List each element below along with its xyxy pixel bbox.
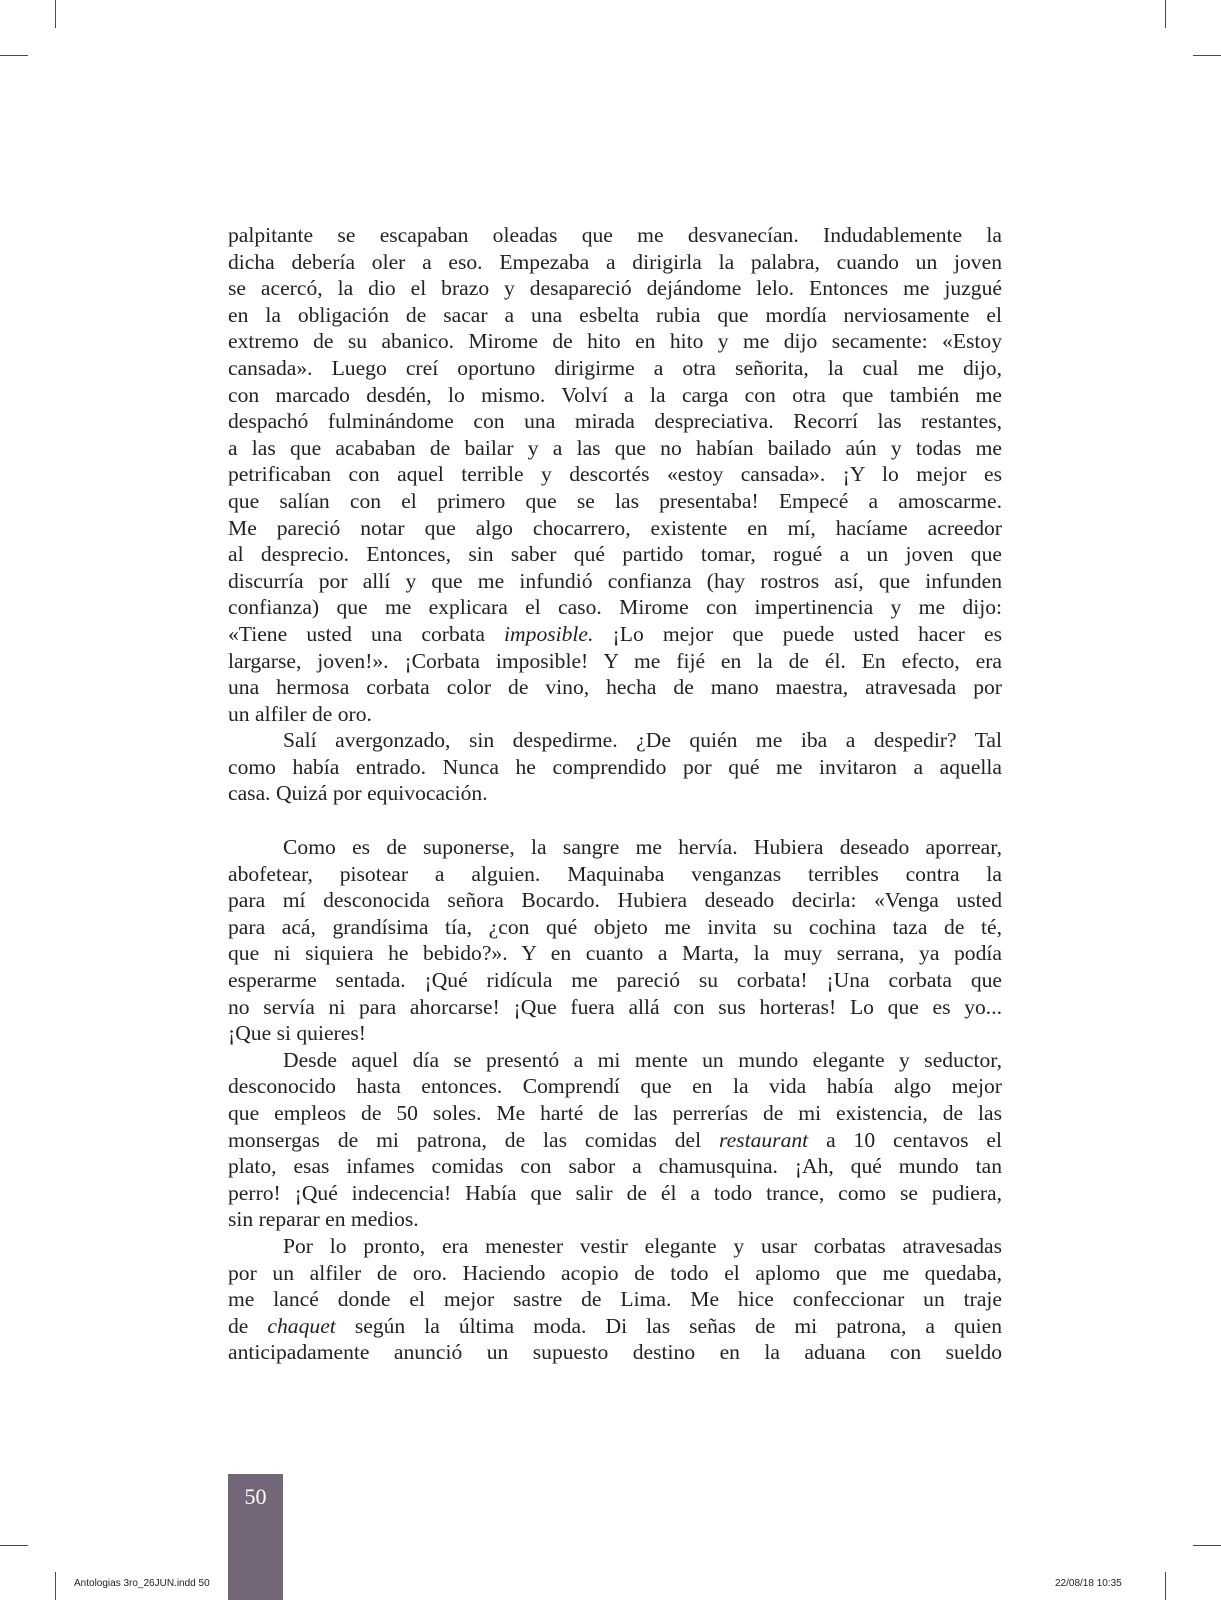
text-run: «Tiene usted una corbata — [228, 621, 505, 646]
text-line — [228, 1127, 1002, 1154]
text-line: Me pareció notar que algo chocarrero, existente en mí, hacíame acreedor — [228, 515, 1002, 540]
crop-mark-top-right-h — [1193, 55, 1221, 56]
text-line: extremo de su abanico. Mirome de hito en hito y me dijo secamente: «Estoy — [228, 329, 1002, 354]
text-line: un alfiler de oro. — [228, 701, 372, 726]
text-line: casa. Quizá por equivocación. — [228, 781, 488, 806]
text-line: esperarme sentada. ¡Qué ridícula me pareció su corbata! ¡Una corbata que — [228, 968, 1002, 993]
text-line: palpitante se escapaban oleadas que me desvanecían. Indudablemente la — [228, 223, 1002, 247]
text-line: a las que acababan de bailar y a las que no habían bailado aún y todas me — [228, 435, 1002, 460]
text-line: que salían con el primero que se las presentaba! Empecé a amoscarme. — [228, 488, 1002, 513]
italic-word: restaurant — [719, 1127, 809, 1152]
italic-word: chaquet — [267, 1313, 336, 1338]
crop-mark-bottom-right-h — [1193, 1545, 1221, 1546]
text-line: desconocido hasta entonces. Comprendí que en la vida había algo mejor — [228, 1074, 1002, 1099]
paragraph-gap — [228, 807, 1002, 834]
text-line: confianza) que me explicara el caso. Mirome con impertinencia y me dijo: — [228, 595, 1002, 620]
crop-mark-bottom-left — [55, 1572, 56, 1600]
text-line: con marcado desdén, lo mismo. Volví a la carga con otra que también me — [228, 382, 1002, 407]
crop-mark-top-right — [1165, 0, 1166, 28]
text-line: Como es de suponerse, la sangre me hervía. Hubiera deseado aporrear, — [283, 835, 1002, 860]
crop-mark-top-left — [55, 0, 56, 28]
text-line — [228, 1313, 1002, 1340]
text-line: ¡Que si quieres! — [228, 1021, 366, 1046]
text-line: abofetear, pisotear a alguien. Maquinaba venganzas terribles contra la — [228, 861, 1002, 886]
text-line: que ni siquiera he bebido?». Y en cuanto a Marta, la muy serrana, ya podía — [228, 941, 1002, 966]
text-line: en la obligación de sacar a una esbelta rubia que mordía nerviosamente el — [228, 302, 1002, 327]
body-text — [228, 222, 1002, 1366]
text-run: monsergas de mi patrona, de las comidas del — [228, 1127, 719, 1152]
text-line: Desde aquel día se presentó a mi mente un mundo elegante y seductor, — [283, 1047, 1002, 1072]
slug-filename: Antologias 3ro_26JUN.indd 50 — [74, 1578, 210, 1589]
page-number-tab — [228, 1474, 283, 1600]
text-line: para acá, grandísima tía, ¿con qué objeto me invita su cochina taza de té, — [228, 914, 1002, 939]
text-line: sin reparar en medios. — [228, 1207, 419, 1232]
text-line: Por lo pronto, era menester vestir elegante y usar corbatas atravesadas — [283, 1233, 1002, 1258]
text-run: de — [228, 1313, 268, 1338]
crop-mark-bottom-left-h — [0, 1545, 28, 1546]
crop-mark-top-left-h — [0, 55, 28, 56]
text-line: despachó fulminándome con una mirada despreciativa. Recorrí las restantes, — [228, 409, 1002, 434]
italic-word: imposible. — [504, 621, 594, 646]
text-run: según la última moda. Di las señas de mi patrona, a quien — [335, 1313, 1002, 1338]
text-line: plato, esas infames comidas con sabor a chamusquina. ¡Ah, qué mundo tan — [228, 1154, 1002, 1179]
text-line — [228, 621, 1002, 648]
crop-mark-bottom-right — [1165, 1572, 1166, 1600]
text-line: me lancé donde el mejor sastre de Lima. Me hice confeccionar un traje — [228, 1287, 1002, 1312]
text-line: para mí desconocida señora Bocardo. Hubiera deseado decirla: «Venga usted — [228, 888, 1002, 913]
text-line: como había entrado. Nunca he comprendido por qué me invitaron a aquella — [228, 754, 1002, 779]
text-line: una hermosa corbata color de vino, hecha de mano maestra, atravesada por — [228, 675, 1002, 700]
text-line: largarse, joven!». ¡Corbata imposible! Y me fijé en la de él. En efecto, era — [228, 648, 1002, 673]
text-line: al desprecio. Entonces, sin saber qué partido tomar, rogué a un joven que — [228, 542, 1002, 567]
text-line: discurría por allí y que me infundió confianza (hay rostros así, que infunden — [228, 568, 1002, 593]
text-line: no servía ni para ahorcarse! ¡Que fuera allá con sus horteras! Lo que es yo... — [228, 994, 1002, 1019]
text-line: por un alfiler de oro. Haciendo acopio de todo el aplomo que me quedaba, — [228, 1260, 1002, 1285]
text-run: ¡Lo mejor que puede usted hacer es — [593, 621, 1002, 646]
text-line: anticipadamente anunció un supuesto destino en la aduana con sueldo — [228, 1340, 1002, 1365]
text-line: cansada». Luego creí oportuno dirigirme a otra señorita, la cual me dijo, — [228, 355, 1002, 380]
text-line: dicha debería oler a eso. Empezaba a dirigirla la palabra, cuando un joven — [228, 249, 1002, 274]
text-line: Salí avergonzado, sin despedirme. ¿De quién me iba a despedir? Tal — [283, 728, 1002, 753]
text-line: petrificaban con aquel terrible y descortés «estoy cansada». ¡Y lo mejor es — [228, 462, 1002, 487]
slug-datetime: 22/08/18 10:35 — [1055, 1578, 1122, 1589]
text-run: a 10 centavos el — [808, 1127, 1002, 1152]
text-line: se acercó, la dio el brazo y desapareció dejándome lelo. Entonces me juzgué — [228, 276, 1002, 301]
page-number: 50 — [244, 1484, 267, 1509]
text-line: que empleos de 50 soles. Me harté de las perrerías de mi existencia, de las — [228, 1101, 1002, 1125]
text-line: perro! ¡Qué indecencia! Había que salir de él a todo trance, como se pudiera, — [228, 1180, 1002, 1205]
